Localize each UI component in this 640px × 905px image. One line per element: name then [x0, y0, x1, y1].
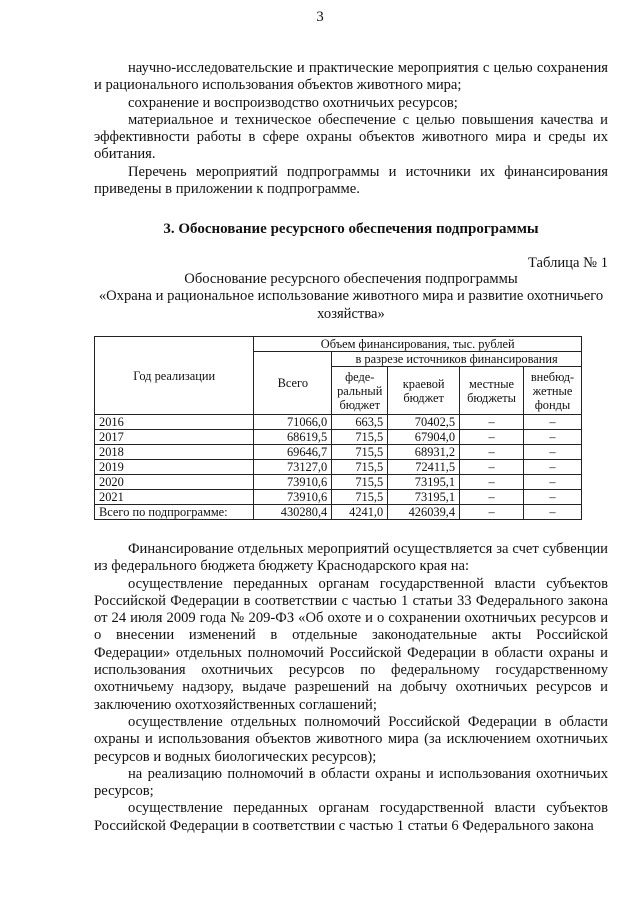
cell-total: 68619,5 [254, 430, 332, 445]
cell-federal: 715,5 [332, 445, 388, 460]
cell-total: 73910,6 [254, 475, 332, 490]
funding-table [94, 336, 582, 520]
cell-extra: – [524, 445, 582, 460]
cell-federal: 715,5 [332, 430, 388, 445]
cell-extra: – [524, 460, 582, 475]
page-number: 3 [316, 9, 324, 25]
cell-total: 73910,6 [254, 490, 332, 505]
cell-year: 2016 [95, 415, 254, 430]
cell-year: 2019 [95, 460, 254, 475]
cell-regional: 426039,4 [388, 505, 460, 520]
cell-extra: – [524, 490, 582, 505]
cell-regional: 72411,5 [388, 460, 460, 475]
table-caption [94, 271, 608, 323]
cell-local: – [460, 445, 524, 460]
table-row [95, 415, 582, 430]
cell-local: – [460, 475, 524, 490]
paragraph: осуществление переданных органам государственной власти субъектов Российской Федерации в соответствии с частью 1 статьи 6 Федерального закона [94, 800, 608, 834]
header-funding: Объем финансирования, тыс. рублей [254, 337, 582, 352]
cell-regional: 67904,0 [388, 430, 460, 445]
intro-text [94, 60, 608, 198]
table-caption-line: «Охрана и рациональное использование животного мира и развитие охотничьего хозяйства» [98, 288, 604, 322]
paragraph: осуществление отдельных полномочий Российской Федерации в области охраны и использования объектов животного мира (за исключением охотничьих ресурсов и водных биологических ресурсов); [94, 713, 608, 765]
table-row [95, 445, 582, 460]
cell-total: 73127,0 [254, 460, 332, 475]
cell-extra: – [524, 475, 582, 490]
cell-extra: – [524, 505, 582, 520]
cell-regional: 70402,5 [388, 415, 460, 430]
table-row [95, 475, 582, 490]
header-extrabudget: внебюд-жетные фонды [524, 367, 582, 415]
cell-local: – [460, 415, 524, 430]
header-by-source: в разрезе источников финансирования [332, 352, 582, 367]
cell-local: – [460, 505, 524, 520]
header-total: Всего [254, 352, 332, 415]
paragraph: на реализацию полномочий в области охраны и использования охотничьих ресурсов; [94, 765, 608, 800]
cell-federal: 4241,0 [332, 505, 388, 520]
cell-total: 71066,0 [254, 415, 332, 430]
cell-federal: 663,5 [332, 415, 388, 430]
cell-year: 2021 [95, 490, 254, 505]
header-regional: краевой бюджет [388, 367, 460, 415]
cell-federal: 715,5 [332, 460, 388, 475]
cell-year: 2020 [95, 475, 254, 490]
cell-year: 2017 [95, 430, 254, 445]
cell-local: – [460, 430, 524, 445]
section-heading: 3. Обоснование ресурсного обеспечения подпрограммы [163, 221, 539, 237]
header-federal: феде-ральный бюджет [332, 367, 388, 415]
financing-text [94, 541, 608, 835]
paragraph: сохранение и воспроизводство охотничьих ресурсов; [128, 94, 458, 111]
cell-extra: – [524, 430, 582, 445]
cell-federal: 715,5 [332, 490, 388, 505]
cell-local: – [460, 460, 524, 475]
header-local: местные бюджеты [460, 367, 524, 415]
paragraph: Перечень мероприятий подпрограммы и источники их финансирования приведены в приложении к подпрограмме. [94, 163, 608, 198]
cell-total: 430280,4 [254, 505, 332, 520]
table-row [95, 430, 582, 445]
paragraph: материальное и техническое обеспечение с целью повышения качества и эффективности работы в сфере охраны объектов животного мира и среды их обитания. [94, 111, 608, 163]
paragraph: Финансирование отдельных мероприятий осуществляется за счет субвенции из федерального бюджета бюджету Краснодарского края на: [94, 541, 608, 575]
cell-regional: 73195,1 [388, 490, 460, 505]
table-row [95, 460, 582, 475]
cell-total-label: Всего по подпрограмме: [95, 505, 254, 520]
cell-local: – [460, 490, 524, 505]
paragraph: научно-исследовательские и практические мероприятия с целью сохранения и рационального использования объектов животного мира; [94, 60, 608, 94]
cell-extra: – [524, 415, 582, 430]
cell-regional: 68931,2 [388, 445, 460, 460]
table-row [95, 490, 582, 505]
cell-year: 2018 [95, 445, 254, 460]
table-number: Таблица № 1 [528, 255, 608, 271]
cell-total: 69646,7 [254, 445, 332, 460]
cell-federal: 715,5 [332, 475, 388, 490]
paragraph: осуществление переданных органам государственной власти субъектов Российской Федерации в соответствии с частью 1 статьи 33 Федерального закона от 24 июля 2009 года № 209-ФЗ «Об охоте и о сохранении охотничьих ресурсов и о внесении изменений в отдельные законодательные акты Российской Федерации» отдельных полномочий Российской Федерации в области охраны и использования охотничьих ресурсов по федеральному государственному охотничьему надзору, выдаче разрешений на добычу охотничьих ресурсов и заключению охотхозяйственных соглашений; [94, 575, 608, 713]
table-total-row [95, 505, 582, 520]
table-caption-line: Обоснование ресурсного обеспечения подпрограммы [184, 271, 518, 287]
cell-regional: 73195,1 [388, 475, 460, 490]
header-year: Год реализации [95, 337, 254, 415]
